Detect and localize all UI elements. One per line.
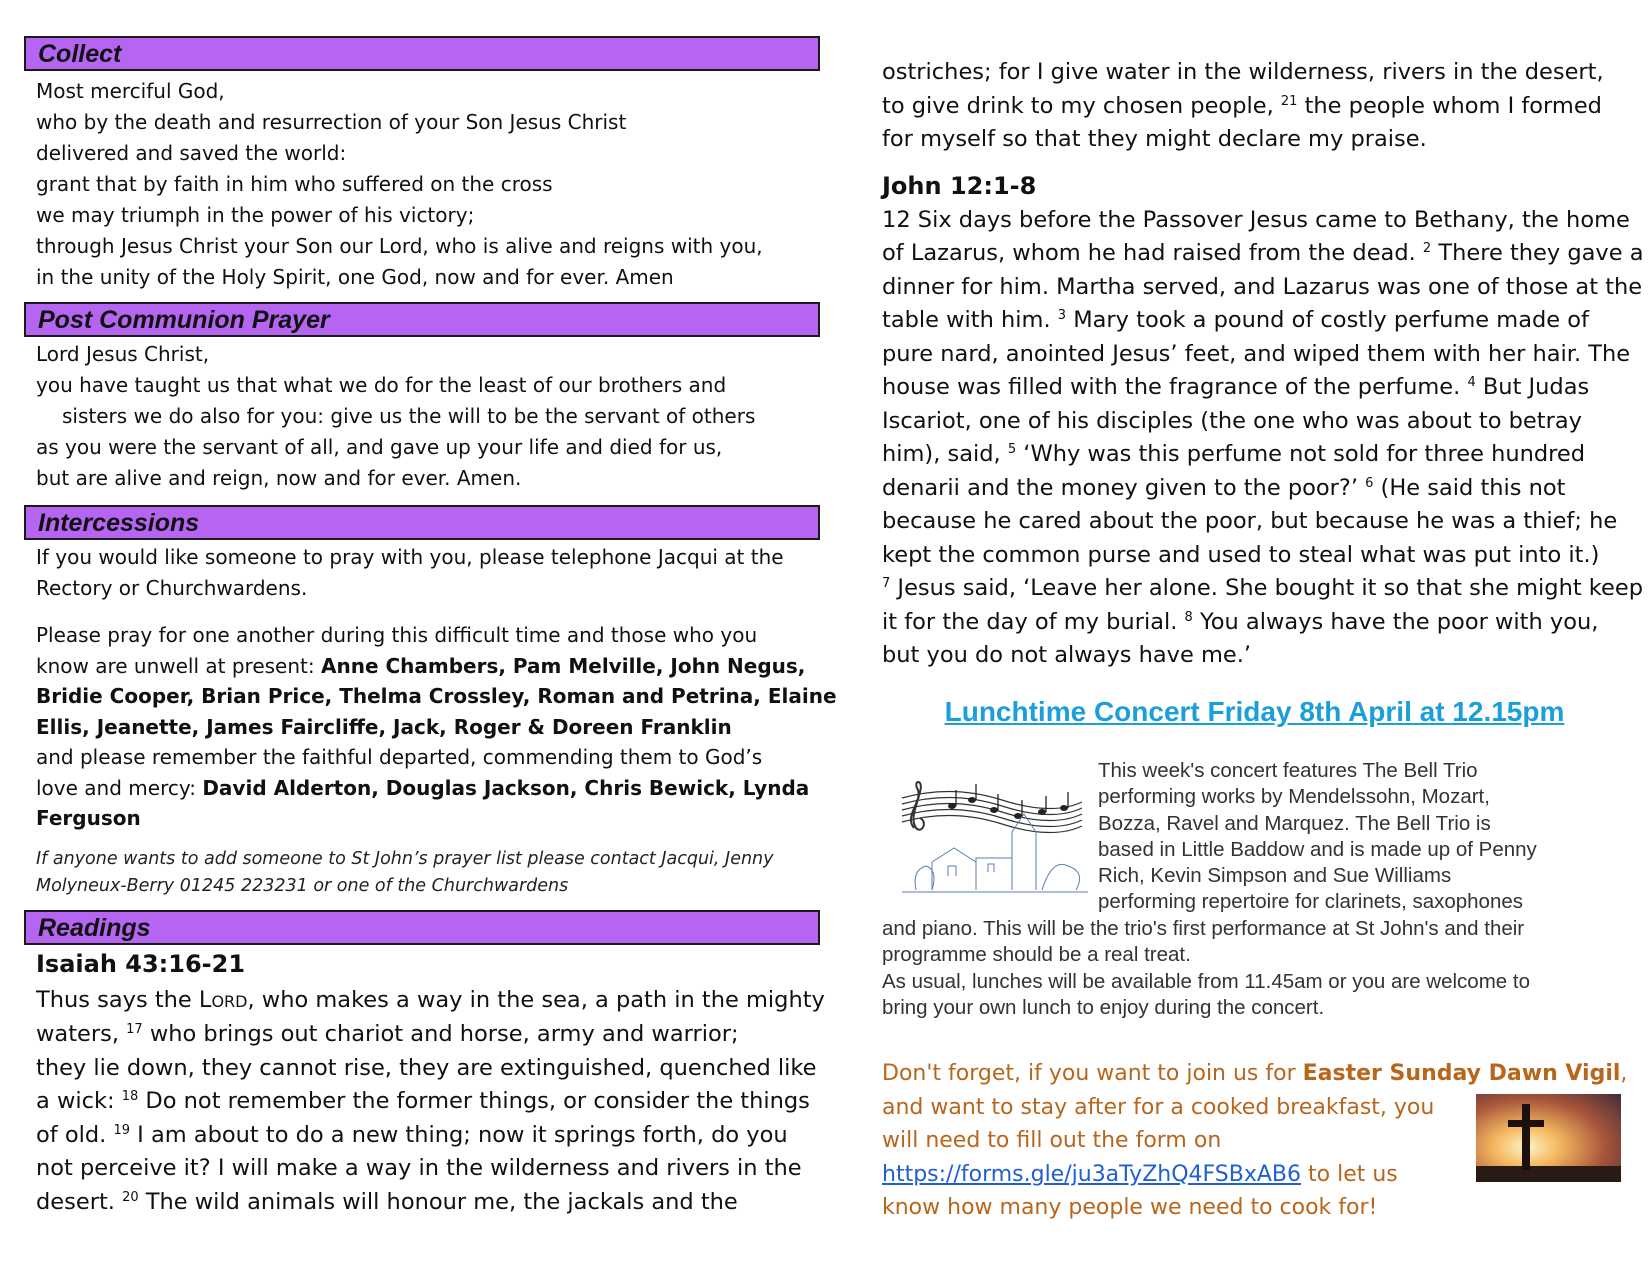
easter-vigil-highlight: Easter Sunday Dawn Vigil — [1302, 1061, 1621, 1086]
concert-description-full — [882, 916, 1530, 1021]
prayer-line: Please pray for one another during this difficult time and those who you — [36, 623, 758, 647]
departed-names: David Alderton, Douglas Jackson, Chris Bewick, Lynda — [202, 775, 810, 800]
easter-text: to let us — [1301, 1161, 1398, 1187]
concert-line: programme should be a real treat. — [882, 943, 1191, 967]
post-communion-line: as you were the servant of all, and gave up your life and died for us, — [36, 435, 723, 459]
verse-number: 2 — [1422, 241, 1432, 256]
isaiah-continued — [882, 56, 1604, 157]
verse-number: 19 — [113, 1122, 130, 1138]
unwell-names: Anne Chambers, Pam Melville, John Negus, — [320, 653, 806, 678]
post-communion-heading: Post Communion Prayer — [24, 302, 820, 337]
prayer-line: and please remember the faithful departed, commending them to God’s — [36, 745, 763, 769]
note-line: Molyneux-Berry 01245 223231 or one of the Churchwardens — [36, 876, 569, 896]
departed-names-text: Ferguson — [36, 806, 141, 830]
concert-line: performing repertoire for clarinets, saxophones — [1098, 890, 1524, 914]
music-church-illustration — [892, 762, 1092, 902]
unwell-names — [36, 681, 837, 712]
collect-line: delivered and saved the world: — [36, 141, 347, 165]
reading-text: waters, — [36, 1021, 127, 1047]
concert-line: and piano. This will be the trio's first performance at St John's and their — [882, 917, 1525, 940]
departed-names — [36, 803, 837, 834]
reading-line — [882, 438, 1644, 472]
reading-line — [882, 304, 1644, 338]
reading-line — [36, 984, 825, 1019]
right-column — [882, 0, 1644, 1275]
post-communion-line: you have taught us that what we do for the least of our brothers and — [36, 373, 727, 397]
reading-text: , who makes a way in the sea, a path in the mighty — [247, 986, 825, 1013]
concert-description-wrapped — [1098, 758, 1537, 916]
concert-line: Bozza, Ravel and Marquez. The Bell Trio is — [1098, 811, 1491, 835]
collect-text — [36, 76, 763, 293]
collect-line: who by the death and resurrection of your Son Jesus Christ — [36, 110, 627, 134]
reading-line: 12 Six days before the Passover Jesus came to Bethany, the home — [882, 206, 1630, 233]
reading-text: You always have the poor with you, — [1192, 608, 1599, 635]
verse-number: 3 — [1057, 308, 1067, 323]
collect-line: through Jesus Christ your Son our Lord, who is alive and reigns with you, — [36, 234, 763, 258]
isaiah-reference: Isaiah 43:16-21 — [36, 950, 246, 978]
reading-line: for myself so that they might declare my praise. — [882, 126, 1427, 152]
reading-line — [882, 371, 1644, 405]
reading-line — [36, 1018, 825, 1052]
reading-text: There they gave a — [1431, 240, 1644, 266]
reading-text: who brings out chariot and horse, army and warrior; — [142, 1021, 739, 1047]
reading-text: Thus says the L — [36, 986, 212, 1013]
concert-line: based in Little Baddow and is made up of Penny — [1098, 837, 1537, 861]
reading-text: ‘Why was this perfume not sold for three hundred — [1016, 441, 1586, 467]
reading-line — [36, 1119, 825, 1153]
reading-line — [882, 237, 1644, 271]
collect-line: Most merciful God, — [36, 79, 225, 103]
reading-text: desert. — [36, 1188, 123, 1215]
collect-line: in the unity of the Holy Spirit, one God, now and for ever. Amen — [36, 265, 674, 289]
reading-text: The wild animals will honour me, the jackals and the — [138, 1188, 738, 1215]
reading-text: table with him. — [882, 307, 1058, 333]
collect-line: grant that by faith in him who suffered on the cross — [36, 172, 553, 196]
verse-number: 21 — [1280, 93, 1298, 109]
reading-text: the people whom I formed — [1297, 92, 1602, 119]
easter-text: , — [1620, 1061, 1628, 1086]
reading-text: But Judas — [1475, 374, 1590, 400]
intro-line: If you would like someone to pray with you, please telephone Jacqui at the — [36, 545, 784, 569]
reading-line: not perceive it? I will make a way in the wilderness and rivers in the — [36, 1155, 802, 1181]
intercessions-intro — [36, 542, 784, 603]
readings-heading: Readings — [24, 910, 820, 945]
verse-number: 6 — [1365, 475, 1374, 491]
isaiah-reading — [36, 948, 825, 1219]
reading-text: a wick: — [36, 1088, 122, 1114]
unwell-names-text: Ellis, Jeanette, James Faircliffe, Jack, Roger & Doreen Franklin — [36, 714, 732, 739]
easter-line: know how many people we need to cook for! — [882, 1195, 1378, 1220]
reading-line — [36, 1186, 825, 1220]
concert-line: Rich, Kevin Simpson and Sue Williams — [1098, 864, 1452, 888]
reading-line: pure nard, anointed Jesus’ feet, and wiped them with her hair. The — [882, 340, 1631, 367]
prayer-text: know are unwell at present: — [36, 653, 321, 678]
reading-text: Jesus said, ‘Leave her alone. She bought it so that she might keep — [890, 575, 1643, 601]
reading-line: dinner for him. Martha served, and Lazarus was one of those at the — [882, 273, 1643, 300]
prayer-line — [36, 773, 837, 804]
john-reference: John 12:1-8 — [882, 172, 1037, 200]
post-communion-line: but are alive and reign, now and for ever. Amen. — [36, 466, 522, 490]
breakfast-form-link[interactable]: https://forms.gle/ju3aTyZhQ4FSBxAB6 — [882, 1161, 1302, 1187]
reading-line: they lie down, they cannot rise, they are extinguished, quenched like — [36, 1054, 817, 1081]
reading-line: but you do not always have me.’ — [882, 642, 1252, 668]
prayer-list-note — [36, 846, 774, 900]
easter-line: and want to stay after for a cooked breakfast, you — [882, 1094, 1435, 1120]
reading-text: of Lazarus, whom he had raised from the dead. — [882, 240, 1423, 266]
verse-number: 18 — [121, 1089, 139, 1104]
intro-line: Rectory or Churchwardens. — [36, 575, 308, 600]
reading-text: Do not remember the former things, or consider the things — [138, 1088, 810, 1114]
intercessions-heading: Intercessions — [24, 505, 820, 540]
cross-sunrise-image — [1476, 1094, 1621, 1182]
verse-number: 5 — [1007, 442, 1017, 457]
concert-line: This week's concert features The Bell Trio — [1098, 759, 1478, 782]
reading-text: to give drink to my chosen people, — [882, 92, 1281, 119]
reading-text: him), said, — [882, 441, 1008, 467]
post-communion-text — [36, 339, 755, 494]
prayer-line — [36, 651, 837, 682]
reading-text: Mary took a pound of costly perfume made of — [1066, 307, 1589, 333]
verse-number: 17 — [126, 1022, 143, 1037]
reading-text: denarii and the money given to the poor?’ — [882, 474, 1366, 501]
reading-line — [882, 90, 1604, 124]
reading-line — [36, 1085, 825, 1119]
reading-line: Iscariot, one of his disciples (the one who was about to betray — [882, 407, 1582, 434]
reading-text: I am about to do a new thing; now it springs forth, do you — [130, 1121, 788, 1148]
easter-line: will need to fill out the form on — [882, 1128, 1222, 1153]
unwell-names-text: Bridie Cooper, Brian Price, Thelma Crossley, Roman and Petrina, Elaine — [36, 684, 837, 708]
collect-heading: Collect — [24, 36, 820, 71]
prayer-text: love and mercy: — [36, 775, 203, 800]
john-reading — [882, 170, 1644, 673]
intercessions-prayer-list — [36, 620, 837, 834]
reading-text: house was filled with the fragrance of the perfume. — [882, 374, 1468, 400]
note-line: If anyone wants to add someone to St John’s prayer list please contact Jacqui, Jenny — [36, 849, 774, 869]
reading-text: of old. — [36, 1121, 114, 1148]
small-caps-lord: ORD — [211, 991, 248, 1011]
concert-title-link[interactable]: Lunchtime Concert Friday 8th April at 12.15pm — [944, 696, 1565, 727]
verse-number: 8 — [1184, 609, 1193, 625]
reading-line — [882, 606, 1644, 640]
reading-text: it for the day of my burial. — [882, 608, 1185, 635]
concert-line: performing works by Mendelssohn, Mozart, — [1098, 785, 1490, 809]
easter-text: Don't forget, if you want to join us for — [882, 1061, 1303, 1086]
easter-line — [882, 1057, 1627, 1091]
reading-line — [882, 472, 1644, 506]
reading-line: kept the common purse and used to steal what was put into it.) — [882, 541, 1600, 568]
concert-line: bring your own lunch to enjoy during the concert. — [882, 995, 1325, 1019]
unwell-names — [36, 712, 837, 743]
reading-text: (He said this not — [1373, 474, 1566, 501]
verse-number: 7 — [882, 576, 891, 591]
collect-line: we may triumph in the power of his victory; — [36, 203, 475, 227]
post-communion-line: sisters we do also for you: give us the will to be the servant of others — [62, 404, 756, 428]
verse-number: 20 — [122, 1189, 139, 1205]
reading-line: ostriches; for I give water in the wilderness, rivers in the desert, — [882, 59, 1604, 85]
post-communion-line: Lord Jesus Christ, — [36, 342, 210, 366]
verse-number: 4 — [1467, 375, 1476, 390]
reading-line: because he cared about the poor, but because he was a thief; he — [882, 508, 1618, 534]
concert-line: As usual, lunches will be available from 11.45am or you are welcome to — [882, 969, 1530, 993]
reading-line — [882, 572, 1644, 606]
